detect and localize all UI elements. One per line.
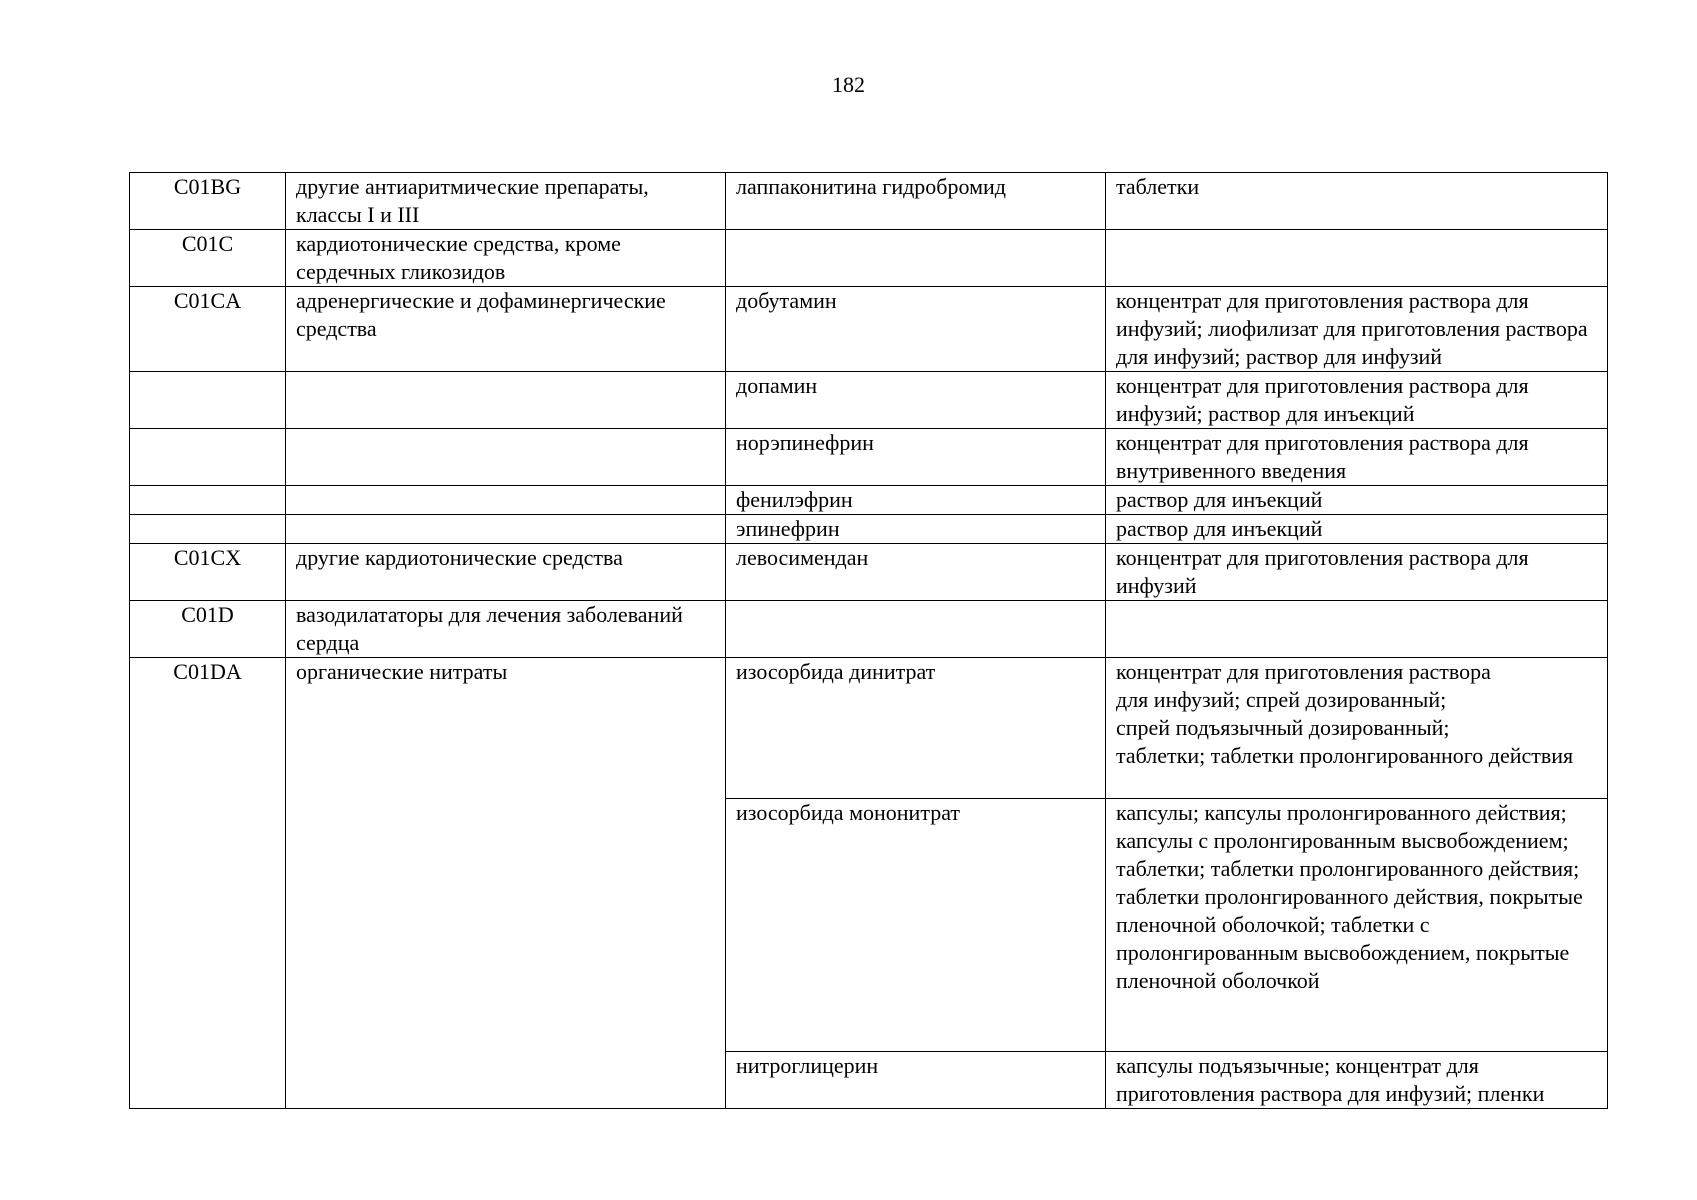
dosage-form-text: раствор для инъекций [1116,516,1323,541]
atc-code-cell: C01BG [130,173,286,230]
dosage-form-cell [1106,486,1608,515]
table-row [130,658,1608,799]
dosage-form-cell [1106,515,1608,544]
dosage-form-cell [1106,287,1608,372]
atc-code-cell: C01CA [130,287,286,372]
dosage-form-text: капсулы подъязычные; концентрат для приготовления раствора для инфузий; пленки [1116,1053,1545,1106]
dosage-form-text: концентрат для приготовления раствора для инфузий [1116,545,1529,598]
dosage-form-text: концентрат для приготовления раствора для инфузий; лиофилизат для приготовления раствора для инфузий; раствор для инфузий [1116,288,1588,369]
drug-cell: лаппаконитина гидробромид [726,173,1106,230]
group-cell [286,486,726,515]
dosage-form-cell [1106,799,1608,1052]
dosage-form-cell [1106,173,1608,230]
group-cell: другие кардиотонические средства [286,544,726,601]
dosage-form-text: для инфузий; спрей дозированный; [1116,687,1447,712]
atc-code-cell [130,372,286,429]
table-row [130,230,1608,287]
page-number: 182 [832,72,865,97]
dosage-form-cell [1106,429,1608,486]
atc-code-cell [130,429,286,486]
drug-cell: изосорбида динитрат [726,658,1106,799]
group-cell [286,515,726,544]
dosage-form-text: капсулы; капсулы пролонгированного действия; капсулы с пролонгированным высвобождением; [1116,800,1569,853]
dosage-form-cell [1106,372,1608,429]
dosage-form-cell [1106,1052,1608,1109]
atc-code-cell: C01D [130,601,286,658]
dosage-form-text: таблетки; таблетки пролонгированного действия; таблетки пролонгированного действия, покрытые пленочной оболочкой; таблетки с пролонгированным высвобождением, покрытые пленочной оболочкой [1116,856,1583,993]
group-cell: кардиотонические средства, кроме сердечных гликозидов [286,230,726,287]
atc-code-cell [130,486,286,515]
drug-cell: добутамин [726,287,1106,372]
table-row [130,372,1608,429]
dosage-form-cell [1106,544,1608,601]
table-row [130,287,1608,372]
table-row [130,544,1608,601]
drug-cell: нитроглицерин [726,1052,1106,1109]
dosage-form-text: раствор для инъекций [1116,487,1323,512]
group-cell: другие антиаритмические препараты, классы I и III [286,173,726,230]
dosage-form-text: таблетки [1116,174,1200,199]
group-cell: адренергические и дофаминергические средства [286,287,726,372]
atc-code-cell: C01DA [130,658,286,1109]
group-cell: вазодилататоры для лечения заболеваний сердца [286,601,726,658]
drug-cell: допамин [726,372,1106,429]
drug-cell: норэпинефрин [726,429,1106,486]
table-row [130,601,1608,658]
dosage-form-cell [1106,230,1608,287]
group-cell [286,429,726,486]
atc-code-cell [130,515,286,544]
table-row [130,515,1608,544]
group-cell [286,372,726,429]
dosage-form-text: концентрат для приготовления раствора для инфузий; раствор для инъекций [1116,373,1529,426]
dosage-form-text: концентрат для приготовления раствора [1116,659,1491,684]
atc-code-cell: C01CX [130,544,286,601]
dosage-form-text: таблетки; таблетки пролонгированного действия [1116,743,1574,768]
table-row [130,429,1608,486]
dosage-form-cell [1106,601,1608,658]
atc-code-cell: C01C [130,230,286,287]
dosage-form-cell [1106,658,1608,799]
drug-cell [726,230,1106,287]
drug-cell [726,601,1106,658]
drug-cell: изосорбида мононитрат [726,799,1106,1052]
dosage-form-text: концентрат для приготовления раствора для внутривенного введения [1116,430,1529,483]
table-row [130,173,1608,230]
table-row [130,486,1608,515]
drug-cell: левосимендан [726,544,1106,601]
group-cell: органические нитраты [286,658,726,1109]
dosage-form-text: спрей подъязычный дозированный; [1116,715,1450,740]
drug-cell: эпинефрин [726,515,1106,544]
drug-table [129,172,1608,1109]
drug-cell: фенилэфрин [726,486,1106,515]
